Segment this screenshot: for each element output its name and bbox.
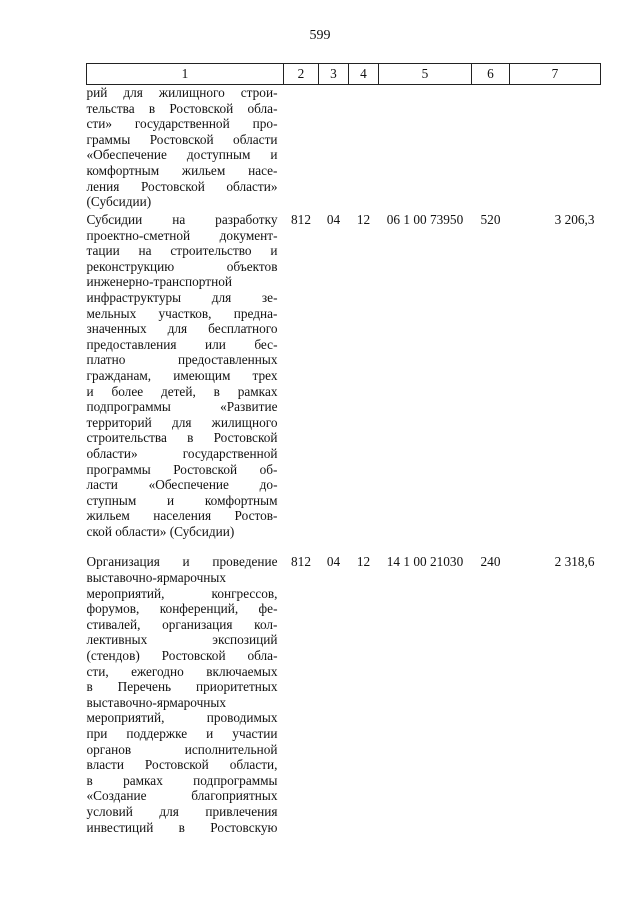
text-line: тации на строительство и [86,243,278,259]
cell-amount: 2 318,6 [554,554,595,570]
text-line: сти» государственной про- [86,116,278,132]
cell-section: 04 [326,554,341,570]
text-line: «Создание благоприятных [86,788,278,804]
text-line: ления Ростовской области» [86,178,278,194]
text-line: инженерно-транспортной [86,274,232,290]
cell-section [319,85,349,211]
text-line: лективных экспозиций [86,632,278,648]
text-line: значенных для бесплатного [86,321,278,337]
text-line: ской области» (Субсидии) [86,523,235,539]
cell-amount [510,85,601,211]
text-line: сти, ежегодно включаемых [86,663,278,679]
text-line: «Обеспечение доступным и [86,147,278,163]
text-line: подпрограммы «Развитие [86,399,278,415]
table-header [87,64,601,85]
cell-ministry [284,85,319,211]
text-line: органов исполнительной [86,741,278,757]
text-line: жильем населения Ростов- [86,508,278,524]
text-line: при поддержке и участии [86,726,278,741]
text-line: и более детей, в рамках [86,383,278,399]
text-line: комфортным жильем насе- [86,162,278,178]
col-header-1: 1 [87,64,284,85]
cell-expense-type: 520 [480,212,501,227]
col-header-2: 2 [284,64,319,85]
text-line: области» государственной [86,445,278,461]
text-line: Организация и проведение [86,554,278,570]
text-line: платно предоставленных [86,352,278,368]
text-line: тельства в Ростовской обла- [86,100,278,116]
text-line: предоставления или бес- [86,336,278,352]
text-line: ласти «Обеспечение до- [86,477,278,493]
cell-section: 04 [326,212,341,227]
col-header-6: 6 [472,64,510,85]
text-line: стивалей, организация кол- [86,616,278,632]
cell-subsection: 12 [356,554,371,570]
col-header-3: 3 [319,64,349,85]
text-line: выставочно-ярмарочных [86,570,226,586]
cell-target-article [379,85,472,211]
text-line: рий для жилищного строи- [86,85,278,100]
text-line: программы Ростовской об- [86,461,278,477]
text-line: Субсидии на разработку [86,212,278,227]
text-line: в рамках подпрограммы [86,772,278,788]
text-line: форумов, конференций, фе- [86,601,278,617]
text-line: строительства в Ростовской [86,430,278,446]
row-description [87,210,284,554]
text-line: мельных участков, предна- [86,305,278,321]
text-line: мероприятий, проводимых [86,710,278,726]
text-line: гражданам, имеющим трех [86,367,278,383]
table-row [87,210,601,554]
page-number: 599 [309,28,331,43]
cell-expense-type: 240 [480,554,501,570]
col-header-5: 5 [379,64,472,85]
text-line: реконструкцию объектов [86,258,278,274]
text-line: мероприятий, конгрессов, [86,585,278,601]
cell-expense-type [472,85,510,211]
col-header-7: 7 [510,64,601,85]
text-line: в Перечень приоритетных [86,679,278,695]
text-line: территорий для жилищного [86,414,278,430]
cell-ministry: 812 [291,554,311,570]
text-line: ступным и комфортным [86,492,278,508]
text-line: инвестиций в Ростовскую [86,819,278,835]
text-line: (Субсидии) [86,194,152,210]
row-description [87,85,284,211]
text-line: власти Ростовской области, [86,757,278,773]
budget-table [86,63,601,835]
text-line: выставочно-ярмарочных [86,694,226,710]
cell-subsection [349,85,379,211]
col-header-4: 4 [349,64,379,85]
cell-target-article: 06 1 00 73950 [386,212,464,227]
text-line: проектно-сметной документ- [86,227,278,243]
row-description [87,554,284,835]
text-line: условий для привлечения [86,803,278,819]
text-line: инфраструктуры для зе- [86,289,278,305]
cell-subsection: 12 [356,212,371,227]
cell-amount: 3 206,3 [554,212,595,227]
table-row [87,85,601,211]
table-row [87,554,601,835]
cell-ministry: 812 [291,212,311,227]
cell-target-article: 14 1 00 21030 [386,554,464,570]
text-line: (стендов) Ростовской обла- [86,648,278,664]
text-line: граммы Ростовской области [86,131,278,147]
